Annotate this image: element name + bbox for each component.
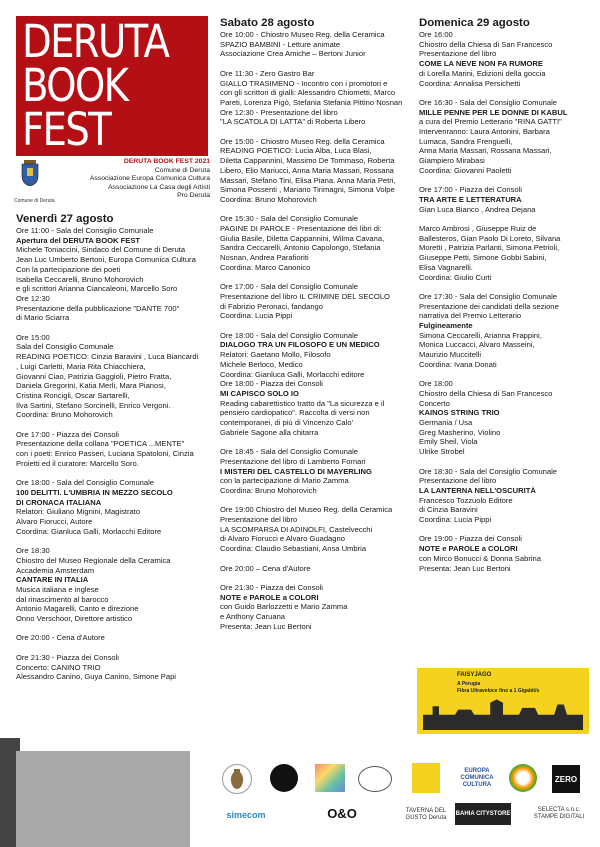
saturday-lines — [220, 30, 420, 631]
program-line: di Mario Sciarra — [16, 313, 70, 323]
program-line: con Mirco Bonucci & Donna Sabrina — [419, 553, 541, 563]
program-line: Presentazione della pubblicazione "DANTE 700" — [16, 303, 180, 313]
program-line: Coordina: Bruno Mohorovich — [220, 194, 317, 204]
program-line: Proietti ed il curatore: Marcello Soro. — [16, 458, 139, 468]
program-line: Ore 17:00 - Sala del Consiglio Comunale — [220, 282, 359, 292]
program-line: Giovanni Ciao, Patrizia Gaggioli, Pietro Fratta, — [16, 371, 172, 381]
program-line: Presentazione del libro — [419, 476, 497, 486]
program-line: Ballesteros, Gian Paolo Di Loreto, Silvana — [419, 233, 561, 243]
line-spacer — [419, 457, 599, 467]
line-spacer — [419, 282, 599, 292]
deruta-crest-icon — [20, 160, 40, 186]
festival-title-block — [16, 16, 208, 156]
program-line: Isabella Ceccarelli, Bruno Mohorovich — [16, 274, 144, 284]
sponsor-logo-europa: EUROPA COMUNICA CULTURA — [460, 767, 494, 788]
program-line: Coordina: Marco Canonico — [220, 262, 311, 272]
program-line: Ore 12:30 - Presentazione del libro — [220, 107, 338, 117]
program-line: Ore 11:00 - Sala del Consiglio Comunale — [16, 226, 154, 235]
program-line: Coordina: Lucia Pippi — [220, 311, 293, 321]
program-line: PAGINE DI PAROLE - Presentazione dei libri di: — [220, 224, 382, 234]
program-line: Ore 15:00 - Chiostro Museo Reg. della Ceramica — [220, 136, 385, 146]
sponsor-logo-colorful — [315, 764, 345, 792]
program-line: con gli scrittori di gialli: Alessandro Chiometti, Marco — [220, 88, 396, 98]
program-line: I MISTERI DEL CASTELLO DI MAYERLING — [220, 466, 372, 476]
program-line: narrativa del Premio Letterario — [419, 311, 522, 321]
program-line: KAINOS STRING TRIO — [419, 408, 500, 418]
program-line: GIALLO TRASIMENO - Incontro con i promotori e — [220, 78, 388, 88]
program-line: con i poeti: Enrico Passeri, Luciana Spatoloni, Cinzia — [16, 449, 194, 459]
line-spacer — [419, 176, 599, 186]
program-line: e gli scrittori Arianna Ciancaleoni, Marcello Soro — [16, 284, 178, 294]
program-line: Ore 20:00 – Cena d'Autore — [220, 563, 311, 573]
program-line: Ore 15:00 — [16, 332, 50, 342]
program-line: Ore 10:00 - Chiostro Museo Reg. della Ceramica — [220, 30, 385, 39]
program-line: TRA ARTE E LETTERATURA — [419, 194, 522, 204]
line-spacer — [16, 323, 216, 333]
program-line: Lumaca, Sandra Frenguelli, — [419, 136, 513, 146]
program-line: di Fabrizio Peronaci, fandango — [220, 301, 324, 311]
organizer: Pro Deruta — [177, 192, 210, 200]
program-line: Michele Toniaccini, Sindaco del Comune di Deruta — [16, 245, 186, 255]
program-line: Ore 18:00 - Sala del Consiglio Comunale — [220, 330, 359, 340]
program-saturday — [220, 16, 420, 631]
program-line: Apertura del DERUTA BOOK FEST — [16, 235, 141, 245]
line-spacer — [419, 525, 599, 535]
crest-caption: Comune di Deruta — [14, 198, 55, 204]
program-line: Coordina: Gianluca Galli, Morlacchi editore — [220, 369, 365, 379]
program-line: Onno Verschoor, Direttore artistico — [16, 614, 133, 624]
program-line: Ore 16:30 - Sala del Consiglio Comunale — [419, 97, 558, 107]
organizer: Comune di Deruta — [154, 166, 210, 174]
program-line: Ore 21:30 - Piazza dei Consoli — [16, 652, 119, 662]
program-line: Musica italiana e inglese — [16, 584, 99, 594]
program-line: CANTARE IN ITALIA — [16, 575, 89, 585]
program-line: Ore 17:00 - Piazza dei Consoli — [419, 185, 522, 195]
line-spacer — [419, 370, 599, 380]
program-line: COME LA NEVE NON FA RUMORE — [419, 59, 543, 69]
program-line: Giuseppe Petti, Simone Gobbi Sabini, — [419, 253, 547, 263]
organizers-box — [50, 158, 210, 201]
program-line: Ore 18:00 - Piazza dei Consoli — [220, 379, 323, 389]
program-line: Ore 16:00 — [419, 30, 453, 39]
program-line: READING POETICO: Cinzia Baravini , Luca Biancardi — [16, 352, 199, 362]
day-heading-friday: Venerdì 27 agosto — [16, 213, 114, 225]
internet-provider-flyer — [417, 668, 589, 734]
flyer-brand: FAISYJAGO — [457, 672, 492, 678]
program-line: Coordina: Lucia Pippi — [419, 515, 492, 525]
program-line: Ore 20:00 - Cena d'Autore — [16, 633, 105, 643]
program-line: Cristina Roncigli, Oscar Sartarelli, — [16, 390, 130, 400]
program-line: Ore 21:30 - Piazza dei Consoli — [220, 582, 323, 592]
program-line: Relatori: Giuliano Mignini, Magistrato — [16, 507, 141, 517]
program-line: Fulgineamente — [419, 321, 473, 331]
program-sunday — [419, 16, 599, 573]
program-line: Giulia Basile, Diletta Cappannini, Wilma Cavana, — [220, 233, 385, 243]
program-line: Coordina: Annalisa Persichetti — [419, 78, 521, 88]
program-line: Antonio Magarelli, Canto e direzione — [16, 604, 139, 614]
line-spacer — [16, 624, 216, 634]
program-line: Alvaro Fiorucci, Autore — [16, 517, 93, 527]
sponsor-logo-yellow-square — [412, 763, 440, 793]
program-line: Gabriele Sagone alla chitarra — [220, 427, 319, 437]
program-line: Presenta: Jean Luc Bertoni — [220, 621, 312, 631]
program-line: Ore 12:30 — [16, 293, 50, 303]
vase-icon — [229, 769, 245, 789]
program-line: con la partecipazione di Mario Zamma — [220, 476, 349, 486]
program-line: Associazione Crea Amiche – Bertoni Junior — [220, 49, 366, 59]
organizer: Associazione Europa Comunica Cultura — [89, 175, 210, 183]
program-line: Gian Luca Bianco , Andrea Dejana — [419, 204, 536, 214]
program-line: e Anthony Caruana — [220, 612, 286, 622]
program-line: "LA SCATOLA DI LATTA" di Roberta Libero — [220, 117, 366, 127]
program-line: Ore 11:30 - Zero Gastro Bar — [220, 68, 315, 78]
line-spacer — [220, 496, 420, 506]
program-line: Libero, Elio Mariucci, Anna Maria Massari, Rossana — [220, 165, 394, 175]
program-line: Con la partecipazione dei poeti — [16, 264, 121, 274]
program-line: Ore 17:30 - Sala del Consiglio Comunale — [419, 291, 558, 301]
program-line: a cura del Premio Letterario "RINA GATTI" — [419, 117, 562, 127]
program-line: di Alvaro Fiorucci e Alvaro Guadagno — [220, 534, 345, 544]
program-line: Marco Ambrosi , Giuseppe Ruiz de — [419, 224, 537, 234]
program-line: di Cinzia Baravini — [419, 505, 478, 515]
program-line: Concerto: CANINO TRIO — [16, 662, 101, 672]
program-line: Sala del Consiglio Comunale — [16, 342, 114, 352]
flyer-line-2: Fibra Ultraveloce fino a 1 Gigabit/s — [457, 688, 540, 694]
sunday-lines — [419, 30, 599, 573]
program-line: Pareti, Lorenza Pigò, Stefania Stefania Pittino Nosnan — [220, 97, 403, 107]
program-line: Simona Possenti , Mariano Tirimagni, Simona Volpe — [220, 185, 395, 195]
program-line: Presentazione del libro — [220, 515, 298, 525]
program-line: MILLE PENNE PER LE DONNE DI KABUL — [419, 107, 568, 117]
program-line: Coordina: Bruno Mohorovich — [220, 485, 317, 495]
sponsor-logo-round-seal — [270, 764, 298, 792]
line-spacer — [220, 437, 420, 447]
line-spacer — [220, 554, 420, 564]
program-line: con Guido Barlozzetti e Mario Zamma — [220, 602, 348, 612]
day-heading-saturday: Sabato 28 agosto — [220, 17, 315, 29]
program-line: Diletta Cappannini, Massimo De Tommaso, Roberta — [220, 156, 395, 166]
sponsor-logo-selecta: SELECTA s.n.c. STAMPE DIGITALI — [533, 807, 585, 820]
program-line: Moretti , Patrizia Parlanti, Simona Petrioli, — [419, 243, 560, 253]
program-line: dal rinascimento al barocco — [16, 594, 109, 604]
line-spacer — [220, 127, 420, 137]
footer-grey-panel — [16, 751, 190, 847]
program-line: Daniela Gregorini, Katia Merli, Mara Pianosi, — [16, 381, 166, 391]
program-line: Coordina: Gianluca Galli, Morlacchi Editore — [16, 526, 162, 536]
program-line: Coordina: Bruno Mohorovich — [16, 410, 113, 420]
program-line: Ore 18:45 - Sala del Consiglio Comunale — [220, 447, 359, 457]
sponsor-logo-oval — [358, 766, 392, 792]
program-line: Monica Luccacci, Alvaro Masseini, — [419, 340, 535, 350]
program-line: Emily Sheil, Viola — [419, 437, 478, 447]
sponsor-logo-zero: ZERO — [552, 765, 580, 793]
program-line: Alessandro Canino, Guya Canino, Simone Papi — [16, 672, 176, 682]
program-line: Elisa Vagnarelli. — [419, 262, 473, 272]
program-line: Germania / Usa — [419, 418, 473, 428]
line-spacer — [419, 88, 599, 98]
line-spacer — [220, 59, 420, 69]
line-spacer — [220, 205, 420, 215]
program-line: Ore 18:30 — [16, 546, 50, 556]
program-line: DIALOGO TRA UN FILOSOFO E UN MEDICO — [220, 340, 380, 350]
line-spacer — [16, 643, 216, 653]
sponsor-logo-rainbow — [509, 764, 537, 792]
program-line: Jean Luc Umberto Bertoni, Europa Comunica Cultura — [16, 255, 196, 265]
program-line: Sandra Ceccarelli, Antonio Capolongo, Stefania — [220, 243, 381, 253]
line-spacer — [220, 573, 420, 583]
program-line: READING POETICO: Lucia Alba, Luca Blasi, — [220, 146, 372, 156]
line-spacer — [16, 536, 216, 546]
program-line: Coordina: Giulio Curti — [419, 272, 492, 282]
program-line: Presentazione della collana "POETICA ...MENTE" — [16, 439, 185, 449]
program-line: Presentazione del libro di Lamberto Fornari — [220, 456, 366, 466]
friday-lines — [16, 226, 216, 682]
title-line-1: DERUTA — [22, 16, 169, 68]
program-line: Ore 17:00 - Piazza dei Consoli — [16, 429, 119, 439]
program-line: 100 DELITTI. L'UMBRIA IN MEZZO SECOLO — [16, 487, 173, 497]
town-skyline-illustration — [423, 696, 583, 730]
program-line: Ilva Sartini, Stefano Sorcinelli, Enrico Vergoni. — [16, 400, 171, 410]
program-line: LA LANTERNA NELL'OSCURITÀ — [419, 485, 536, 495]
program-line: Reading cabarettistico tratto da "La sicurezza e il — [220, 398, 385, 408]
program-line: pensiero cardiopatico". Raccolta di versi non — [220, 408, 370, 418]
program-line: Giampiero Mirabasi — [419, 156, 485, 166]
program-line: di Lorella Marini, Edizioni della goccia — [419, 68, 546, 78]
title-line-2: BOOK — [22, 59, 128, 112]
program-line: Coordina: Giovanni Paoletti — [419, 165, 512, 175]
program-line: Concerto — [419, 398, 450, 408]
program-line: Ore 19:00 Chiostro del Museo Reg. della Ceramica — [220, 505, 393, 515]
line-spacer — [16, 469, 216, 479]
program-line: Ore 15:30 - Sala del Consiglio Comunale — [220, 214, 359, 224]
program-line: Presentazione dei candidati della sezione — [419, 301, 559, 311]
program-line: Chiostro del Museo Regionale della Ceramica — [16, 555, 171, 565]
program-line: LA SCOMPARSA DI ADINOLFI, Castelvecchi — [220, 524, 373, 534]
program-line: Presenta: Jean Luc Bertoni — [419, 563, 511, 573]
organizers-title: DERUTA BOOK FEST 2021 — [123, 158, 210, 165]
program-line: SPAZIO BAMBINI - Letture animate — [220, 39, 341, 49]
program-friday — [16, 212, 216, 682]
line-spacer — [419, 214, 599, 224]
flyer-line-1: A Perugia — [457, 681, 481, 687]
program-line: Intervenranno: Laura Antonini, Barbara — [419, 127, 550, 137]
program-line: Ore 18:00 - Sala del Consiglio Comunale — [16, 478, 155, 488]
program-line: Accademia Amsterdam — [16, 565, 95, 575]
program-line: Coordina: Ivana Donati — [419, 359, 497, 369]
program-line: Chiostro della Chiesa di San Francesco — [419, 39, 553, 49]
program-line: Ulrike Strobel — [419, 447, 465, 457]
organizer: Associazione La Casa degli Artisti — [107, 183, 210, 191]
program-line: , Luigi Carletti, Maria Rita Chiacchiera, — [16, 361, 146, 371]
program-line: Presentazione del libro — [419, 49, 497, 59]
day-heading-sunday: Domenica 29 agosto — [419, 17, 530, 29]
line-spacer — [16, 420, 216, 430]
program-line: NOTE e PAROLE a COLORI — [220, 592, 319, 602]
program-line: Relatori: Gaetano Mollo, Filosofo — [220, 350, 331, 360]
program-line: Francesco Tozzuolo Editore — [419, 495, 513, 505]
program-line: Maurizio Muccitelli — [419, 350, 482, 360]
sponsor-logo-simecom: simecom — [226, 809, 266, 820]
program-line: Presentazione del libro IL CRIMINE DEL SECOLO — [220, 291, 390, 301]
program-line: Coordina: Claudio Sebastiani, Ansa Umbria — [220, 544, 367, 554]
program-line: MI CAPISCO SOLO IO — [220, 388, 299, 398]
sponsor-logo-ceramic-vase — [222, 764, 252, 794]
program-line: contemporanei, di più di Vincenzo Calo' — [220, 418, 354, 428]
program-line: Ore 19:00 - Piazza dei Consoli — [419, 534, 522, 544]
program-line: Anna Maria Massari, Rossana Massari, — [419, 146, 552, 156]
program-line: Chiostro della Chiesa di San Francesco — [419, 388, 553, 398]
sponsor-logo-oeo: O&O — [327, 805, 357, 821]
program-line: DI CRONACA ITALIANA — [16, 497, 102, 507]
sponsor-logo-bahia: BAHIA CITYSTORE — [455, 803, 511, 825]
program-line: Greg Masherino, Violino — [419, 427, 501, 437]
line-spacer — [220, 273, 420, 283]
program-line: Massari, Stefano Tini, Elisa Piana. Anna Maria Petri, — [220, 175, 396, 185]
program-line: NOTE e PAROLE a COLORI — [419, 544, 518, 554]
program-line: Ore 18:00 — [419, 379, 453, 389]
program-line: Michele Berloco, Medico — [220, 359, 303, 369]
line-spacer — [220, 321, 420, 331]
title-line-3: FEST — [22, 103, 111, 156]
program-line: Ore 18:30 - Sala del Consiglio Comunale — [419, 466, 558, 476]
program-line: Simona Ceccarelli, Arianna Frappini, — [419, 330, 542, 340]
program-line: Nosnan, Andrea Parafioriti — [220, 253, 309, 263]
sponsor-logo-taverna: TAVERNA DEL GUSTO Deruta — [405, 808, 447, 821]
